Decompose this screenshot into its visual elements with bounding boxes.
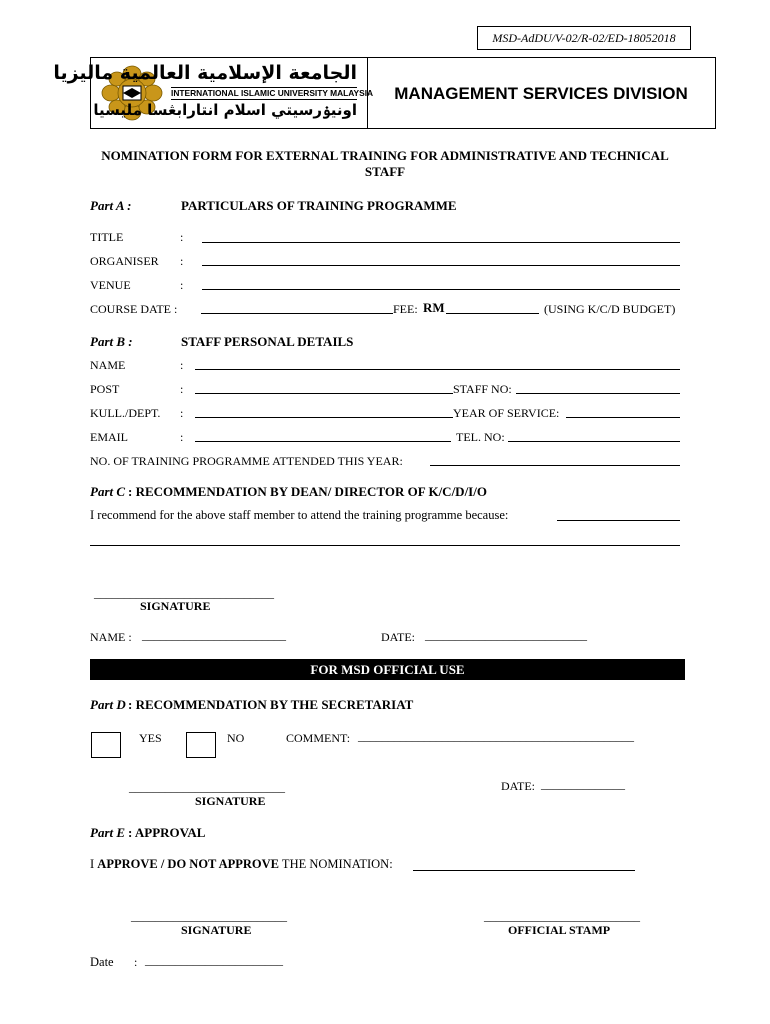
approval-date-label: Date [90, 955, 114, 969]
secretariat-date-field[interactable]: ______________ [541, 777, 625, 791]
approval-statement [90, 857, 393, 872]
yes-label: YES [139, 731, 162, 745]
course-date-label: COURSE DATE : [90, 302, 178, 316]
official-stamp-label: OFFICIAL STAMP [508, 923, 611, 937]
email-field[interactable] [195, 441, 451, 442]
part-d-label: Part D [90, 697, 126, 712]
course-date-field[interactable] [201, 313, 393, 314]
kull-dept-field[interactable] [195, 417, 453, 418]
part-e-heading: : APPROVAL [128, 825, 206, 840]
approver-signature-line[interactable]: __________________________ [131, 909, 287, 923]
no-checkbox[interactable] [186, 732, 216, 758]
part-a-heading: PARTICULARS OF TRAINING PROGRAMME [181, 198, 457, 213]
document-reference: MSD-AdDU/V-02/R-02/ED-18052018 [477, 26, 691, 50]
post-field[interactable] [195, 393, 453, 394]
organiser-colon: : [180, 254, 184, 268]
email-colon: : [180, 430, 184, 444]
approval-date-colon: : [134, 955, 138, 969]
university-name: INTERNATIONAL ISLAMIC UNIVERSITY MALAYSIA [171, 88, 374, 98]
secretariat-signature-label: SIGNATURE [195, 794, 266, 808]
email-label: EMAIL [90, 430, 128, 444]
recommendation-reason-field[interactable] [557, 520, 680, 521]
staff-no-field[interactable] [516, 393, 680, 394]
secretariat-signature-line[interactable]: __________________________ [129, 780, 285, 794]
university-jawi-name: اونيۏرسيتي اسلام انتارابڠسا مليسيا [93, 101, 357, 119]
dean-date-field[interactable]: ___________________________ [425, 628, 587, 642]
budget-note: (USING K/C/D BUDGET) [544, 302, 676, 316]
tel-no-field[interactable] [508, 441, 680, 442]
venue-label: VENUE [90, 278, 131, 292]
venue-colon: : [180, 278, 184, 292]
title-label: TITLE [90, 230, 124, 244]
post-label: POST [90, 382, 120, 396]
training-attended-label: NO. OF TRAINING PROGRAMME ATTENDED THIS YEAR: [90, 454, 403, 468]
recommendation-reason-field-2[interactable] [90, 545, 680, 546]
name-label: NAME [90, 358, 126, 372]
name-field[interactable] [195, 369, 680, 370]
approval-statement-suffix: THE NOMINATION: [279, 857, 393, 871]
recommendation-statement: I recommend for the above staff member to attend the training programme because: [90, 508, 509, 522]
approval-field[interactable] [413, 870, 635, 871]
form-title: NOMINATION FORM FOR EXTERNAL TRAINING FOR ADMINISTRATIVE AND TECHNICAL STAFF [101, 148, 669, 179]
university-arabic-name: الجامعة الإسلامية العالمية ماليزيا [53, 62, 357, 84]
part-b-label: Part B : [90, 334, 133, 349]
no-label: NO [227, 731, 245, 745]
dean-signature-line[interactable]: ______________________________ [94, 586, 274, 600]
organiser-label: ORGANISER [90, 254, 159, 268]
year-of-service-field[interactable] [566, 417, 680, 418]
approval-statement-prefix: I [90, 857, 98, 871]
dean-signature-label: SIGNATURE [140, 599, 211, 613]
staff-no-label: STAFF NO: [453, 382, 512, 396]
comment-label: COMMENT: [286, 731, 351, 745]
rm-label: RM [423, 300, 445, 315]
secretariat-date-label: DATE: [501, 779, 535, 793]
part-c-heading: : RECOMMENDATION BY DEAN/ DIRECTOR OF K/C/D/I/O [128, 484, 487, 499]
venue-field[interactable] [202, 289, 680, 290]
dean-date-label: DATE: [381, 630, 415, 644]
fee-field[interactable] [446, 313, 539, 314]
part-a-label: Part A : [90, 198, 132, 213]
header-box [53, 57, 716, 129]
part-c-label: Part C [90, 484, 126, 499]
title-colon: : [180, 230, 184, 244]
organiser-field[interactable] [202, 265, 680, 266]
approval-date-field[interactable]: _______________________ [145, 953, 283, 967]
yes-checkbox[interactable] [91, 732, 121, 758]
part-b-heading: STAFF PERSONAL DETAILS [181, 334, 354, 349]
division-title: MANAGEMENT SERVICES DIVISION [394, 84, 688, 103]
fee-label: FEE: [393, 302, 418, 316]
tel-no-label: TEL. NO: [456, 430, 505, 444]
title-field[interactable] [202, 242, 680, 243]
year-of-service-label: YEAR OF SERVICE: [453, 406, 560, 420]
post-colon: : [180, 382, 184, 396]
dean-name-field[interactable]: ________________________ [142, 628, 286, 642]
approval-options: APPROVE / DO NOT APPROVE [97, 857, 280, 871]
dean-name-label: NAME : [90, 630, 132, 644]
kull-dept-colon: : [180, 406, 184, 420]
approver-signature-label: SIGNATURE [181, 923, 252, 937]
part-e-label: Part E [90, 825, 126, 840]
kull-dept-label: KULL./DEPT. [90, 406, 161, 420]
training-attended-field[interactable] [430, 465, 680, 466]
official-stamp-line[interactable]: __________________________ [484, 909, 640, 923]
comment-field[interactable]: ______________________________________________ [358, 729, 634, 743]
part-d-heading: : RECOMMENDATION BY THE SECRETARIAT [128, 697, 414, 712]
official-use-banner: FOR MSD OFFICIAL USE [90, 659, 685, 680]
name-colon: : [180, 358, 184, 372]
